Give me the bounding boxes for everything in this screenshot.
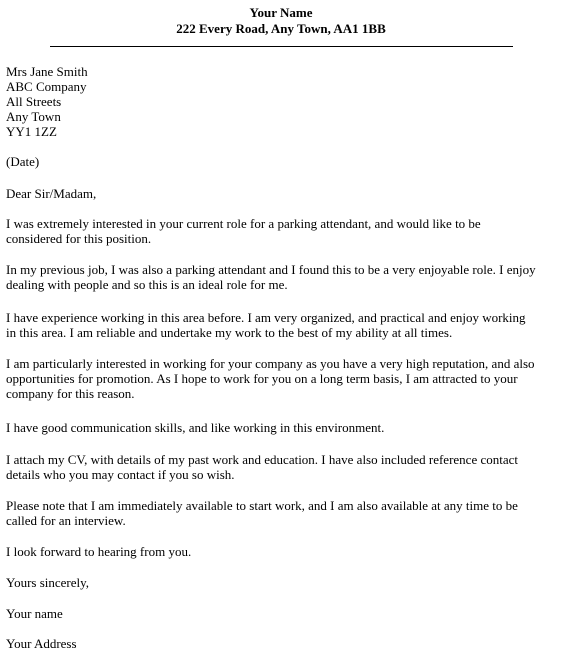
recipient-address (6, 64, 551, 139)
paragraph-line: company for this reason. (6, 386, 135, 401)
paragraph-1 (6, 216, 551, 246)
paragraph-4 (6, 356, 551, 401)
paragraph-line: called for an interview. (6, 513, 126, 528)
paragraph-line: considered for this position. (6, 231, 152, 246)
recipient-line: Mrs Jane Smith (6, 64, 88, 79)
salutation: Dear Sir/Madam, (6, 186, 97, 201)
recipient-line: Any Town (6, 109, 61, 124)
signature-address: Your Address (6, 636, 77, 651)
paragraph-line: details who you may contact if you so wish. (6, 467, 235, 482)
paragraph-line: I was extremely interested in your current role for a parking attendant, and would like to be (6, 216, 481, 231)
paragraph-line: I have good communication skills, and like working in this environment. (6, 420, 385, 435)
paragraph-line: in this area. I am reliable and undertake my work to the best of my ability at all times. (6, 325, 453, 340)
signature-name: Your name (6, 606, 63, 621)
paragraph-3 (6, 310, 551, 340)
sender-header (50, 5, 512, 37)
paragraph-line: dealing with people and so this is an ideal role for me. (6, 277, 288, 292)
paragraph-2 (6, 262, 551, 292)
letter-date: (Date) (6, 154, 40, 169)
header-divider (50, 46, 513, 47)
paragraph-8 (6, 544, 551, 559)
paragraph-line: I have experience working in this area before. I am very organized, and practical and enjoy working (6, 310, 526, 325)
paragraph-line: opportunities for promotion. As I hope to work for you on a long term basis, I am attracted to your (6, 371, 518, 386)
closing: Yours sincerely, (6, 575, 90, 590)
paragraph-line: I look forward to hearing from you. (6, 544, 192, 559)
sender-address: 222 Every Road, Any Town, AA1 1BB (176, 21, 386, 36)
recipient-line: ABC Company (6, 79, 87, 94)
paragraph-6 (6, 452, 551, 482)
paragraph-line: I attach my CV, with details of my past work and education. I have also included reference contact (6, 452, 519, 467)
recipient-line: All Streets (6, 94, 62, 109)
paragraph-line: In my previous job, I was also a parking attendant and I found this to be a very enjoyable role. I enjoy (6, 262, 536, 277)
paragraph-7 (6, 498, 551, 528)
paragraph-line: Please note that I am immediately available to start work, and I am also available at any time to be (6, 498, 518, 513)
sender-name: Your Name (249, 5, 313, 20)
recipient-line: YY1 1ZZ (6, 124, 57, 139)
paragraph-5 (6, 420, 551, 435)
paragraph-line: I am particularly interested in working for your company as you have a very high reputation, and also (6, 356, 535, 371)
